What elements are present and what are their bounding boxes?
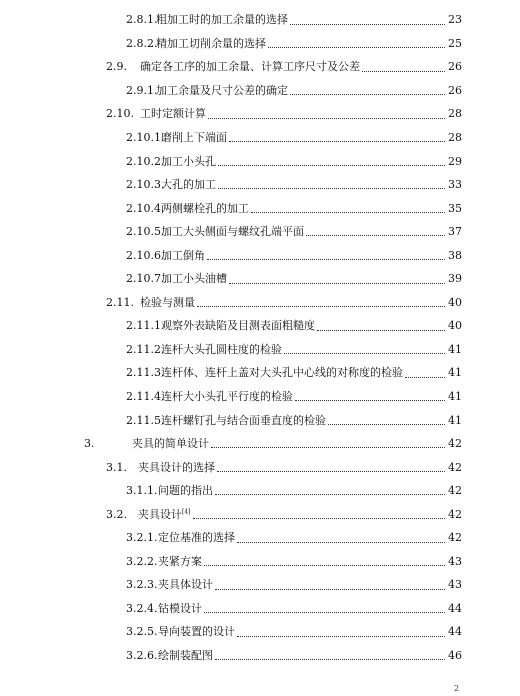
toc-entry-number: 3.1. <box>106 460 127 474</box>
toc-entry-page-number: 41 <box>448 342 462 356</box>
toc-entry-title <box>161 415 327 426</box>
toc-entry-number: 2.9.1. <box>126 83 158 97</box>
toc-entry-page-number: 26 <box>448 60 462 74</box>
dot-leader <box>215 589 445 590</box>
toc-entry-title <box>161 250 206 261</box>
toc-entry-page-number: 41 <box>448 390 462 404</box>
toc-entry-title <box>161 273 228 284</box>
toc-entry-page-number: 37 <box>448 225 462 239</box>
toc-entry-page-number: 44 <box>448 625 462 639</box>
dot-leader <box>211 447 445 448</box>
toc-entry-title <box>161 344 283 355</box>
toc-entry[interactable] <box>0 8 462 32</box>
toc-entry-title <box>138 509 192 520</box>
dot-leader <box>218 188 445 189</box>
toc-entry[interactable] <box>0 314 462 338</box>
dot-leader <box>295 400 445 401</box>
toc-entry[interactable] <box>0 573 462 597</box>
toc-entry-title <box>158 579 214 590</box>
toc-entry-title <box>161 203 250 214</box>
toc-entry-number: 2.8.1. <box>126 13 158 27</box>
toc-entry-number: 3.2.1. <box>126 531 158 545</box>
toc-entry-title-text: 磨削上下端面 <box>161 131 227 144</box>
toc-entry-page-number: 26 <box>448 83 462 97</box>
toc-entry[interactable] <box>0 267 462 291</box>
toc-entry[interactable] <box>0 502 462 526</box>
toc-entry-title <box>138 462 216 473</box>
toc-entry-page-number: 42 <box>448 460 462 474</box>
toc-entry-page-number: 40 <box>448 295 462 309</box>
dot-leader <box>317 330 445 331</box>
dot-leader <box>251 212 445 213</box>
toc-entry-number: 2.10.4. <box>126 201 165 215</box>
toc-entry[interactable] <box>0 243 462 267</box>
toc-entry-title-text: 连杆大头孔圆柱度的检验 <box>161 342 282 356</box>
toc-entry-title-text: 确定各工序的加工余量、计算工序尺寸及公差 <box>140 60 360 74</box>
toc-entry-page-number: 23 <box>448 13 462 27</box>
toc-entry-title-text: 夹具的简单设计 <box>132 437 209 451</box>
toc-entry-title-text: 连杆螺钉孔与结合面垂直度的检验 <box>161 413 326 427</box>
toc-entry[interactable] <box>0 550 462 574</box>
toc-entry-title <box>161 156 217 167</box>
toc-entry-title <box>161 391 294 402</box>
toc-entry-title-text: 夹具设计 <box>138 507 182 521</box>
toc-entry-number: 3.2.6. <box>126 649 158 663</box>
toc-entry-title <box>132 438 210 449</box>
toc-entry-page-number: 39 <box>448 272 462 286</box>
toc-entry-number: 3. <box>84 437 95 451</box>
toc-entry-title-text: 加工大头侧面与螺纹孔端平面 <box>161 225 304 239</box>
toc-entry-title-text: 导向装置的设计 <box>158 625 235 639</box>
toc-entry-number: 2.10.1. <box>126 131 165 144</box>
dot-leader <box>237 636 445 637</box>
toc-entry-number: 2.10.5. <box>126 225 165 239</box>
dot-leader <box>215 494 445 495</box>
toc-entry[interactable] <box>0 173 462 197</box>
toc-entry-title-text: 粗加工时的加工余量的选择 <box>156 13 288 27</box>
toc-entry-title <box>161 132 228 143</box>
toc-entry-number: 3.2. <box>106 507 127 521</box>
toc-entry-number: 2.10.2. <box>126 154 165 168</box>
toc-entry[interactable] <box>0 361 462 385</box>
table-of-contents <box>0 8 520 667</box>
dot-leader <box>284 353 445 354</box>
toc-entry-title-text: 加工小头孔 <box>161 154 216 168</box>
toc-entry-page-number: 35 <box>448 201 462 215</box>
dot-leader <box>208 118 445 119</box>
toc-entry-title <box>158 556 203 567</box>
toc-entry-page-number: 29 <box>448 154 462 168</box>
dot-leader <box>229 141 445 142</box>
toc-entry-number: 3.2.2. <box>126 554 158 568</box>
toc-entry-number: 2.10.3. <box>126 178 165 192</box>
toc-entry-number: 2.10. <box>106 107 134 121</box>
toc-entry[interactable] <box>0 149 462 173</box>
toc-entry-title-text: 连杆大小头孔平行度的检验 <box>161 390 293 404</box>
dot-leader <box>204 565 445 566</box>
toc-entry[interactable] <box>0 220 462 244</box>
toc-entry-title-text: 连杆体、连杆上盖对大头孔中心线的对称度的检验 <box>161 366 403 380</box>
toc-entry-title <box>161 179 217 190</box>
toc-entry[interactable] <box>0 408 462 432</box>
dot-leader <box>207 259 445 260</box>
toc-entry[interactable] <box>0 79 462 103</box>
toc-entry-title-text: 观察外表缺陷及目测表面粗糙度 <box>161 319 315 333</box>
dot-leader <box>328 424 445 425</box>
toc-entry-page-number: 33 <box>448 178 462 192</box>
toc-entry-number: 2.11.3. <box>126 366 165 380</box>
dot-leader <box>237 542 445 543</box>
toc-entry-page-number: 41 <box>448 366 462 380</box>
toc-entry-page-number: 38 <box>448 248 462 262</box>
toc-entry-number: 2.11.5. <box>126 413 165 427</box>
toc-entry-title <box>140 61 361 72</box>
toc-entry[interactable] <box>0 126 462 150</box>
toc-entry[interactable] <box>0 338 462 362</box>
dot-leader <box>197 306 445 307</box>
toc-entry-page-number: 46 <box>448 649 462 663</box>
toc-entry-number: 2.11. <box>106 295 134 309</box>
dot-leader <box>215 659 445 660</box>
toc-entry[interactable] <box>0 644 462 668</box>
toc-entry-number: 3.2.4. <box>126 601 158 615</box>
toc-entry[interactable] <box>0 526 462 550</box>
dot-leader <box>306 235 445 236</box>
toc-entry-title <box>158 532 236 543</box>
toc-entry[interactable] <box>0 102 462 126</box>
toc-entry-title-text: 加工余量及尺寸公差的确定 <box>156 83 288 97</box>
toc-entry-number: 2.11.1. <box>126 319 165 333</box>
toc-entry-page-number: 42 <box>448 507 462 521</box>
toc-entry-page-number: 25 <box>448 36 462 50</box>
toc-entry[interactable] <box>0 385 462 409</box>
toc-entry-page-number: 43 <box>448 578 462 592</box>
toc-entry[interactable] <box>0 432 462 456</box>
toc-entry-title-text: 检验与测量 <box>140 295 195 309</box>
toc-entry-number: 2.10.7. <box>126 272 165 286</box>
toc-entry-title <box>156 85 289 96</box>
toc-entry-title-text: 夹具设计的选择 <box>138 460 215 474</box>
dot-leader <box>218 165 445 166</box>
toc-entry-title-text: 钻模设计 <box>158 601 202 615</box>
toc-entry-number: 2.8.2. <box>126 36 158 50</box>
toc-entry-number: 3.2.5. <box>126 625 158 639</box>
toc-entry[interactable] <box>0 479 462 503</box>
toc-entry[interactable] <box>0 55 462 79</box>
toc-entry-number: 3.1.1. <box>126 484 158 498</box>
toc-entry-title <box>161 367 404 378</box>
dot-leader <box>290 94 445 95</box>
toc-entry-title <box>140 108 207 119</box>
toc-entry-title-text: 绘制装配图 <box>158 649 213 663</box>
toc-entry-title-text: 加工小头油槽 <box>161 272 227 286</box>
toc-entry-title-text: 夹具体设计 <box>158 578 213 592</box>
toc-entry[interactable] <box>0 291 462 315</box>
toc-entry-page-number: 41 <box>448 413 462 427</box>
toc-entry-title-text: 大孔的加工 <box>161 178 216 192</box>
dot-leader <box>204 612 445 613</box>
toc-entry-title <box>161 226 305 237</box>
toc-entry-title <box>156 38 267 49</box>
toc-entry-number: 3.2.3. <box>126 578 158 592</box>
toc-entry-title <box>158 650 214 661</box>
dot-leader <box>405 377 445 378</box>
toc-entry[interactable] <box>0 196 462 220</box>
toc-entry-title-text: 加工倒角 <box>161 248 205 262</box>
dot-leader <box>268 47 445 48</box>
dot-leader <box>193 518 446 519</box>
toc-entry-title-text: 精加工切削余量的选择 <box>156 36 266 50</box>
toc-entry-title <box>158 603 203 614</box>
citation-reference[interactable]: [4] <box>182 508 191 516</box>
toc-entry-number: 2.10.6. <box>126 248 165 262</box>
toc-entry-page-number: 40 <box>448 319 462 333</box>
toc-entry[interactable] <box>0 32 462 56</box>
toc-entry-page-number: 44 <box>448 601 462 615</box>
toc-entry[interactable] <box>0 455 462 479</box>
dot-leader <box>290 24 445 25</box>
toc-entry-page-number: 42 <box>448 484 462 498</box>
page-number-footer: 2 <box>454 684 460 693</box>
toc-entry-title <box>158 485 214 496</box>
toc-entry-title <box>156 14 289 25</box>
toc-entry-title-text: 问题的指出 <box>158 484 213 498</box>
toc-entry-title-text: 工时定额计算 <box>140 107 206 121</box>
toc-entry[interactable] <box>0 620 462 644</box>
toc-entry-title <box>158 626 236 637</box>
toc-entry-number: 2.9. <box>106 60 127 74</box>
dot-leader <box>229 283 445 284</box>
toc-entry-page-number: 42 <box>448 437 462 451</box>
toc-entry-page-number: 42 <box>448 531 462 545</box>
toc-entry-number: 2.11.2. <box>126 342 165 356</box>
toc-entry-title-text: 两侧螺栓孔的加工 <box>161 201 249 215</box>
toc-entry-page-number: 28 <box>448 107 462 121</box>
toc-entry-page-number: 43 <box>448 554 462 568</box>
toc-entry-title-text: 夹紧方案 <box>158 554 202 568</box>
dot-leader <box>362 71 445 72</box>
toc-entry-page-number: 28 <box>448 131 462 144</box>
toc-entry-title-text: 定位基准的选择 <box>158 531 235 545</box>
toc-entry-title <box>140 297 196 308</box>
dot-leader <box>217 471 445 472</box>
toc-entry[interactable] <box>0 597 462 621</box>
toc-entry-number: 2.11.4. <box>126 390 165 404</box>
toc-entry-title <box>161 320 316 331</box>
